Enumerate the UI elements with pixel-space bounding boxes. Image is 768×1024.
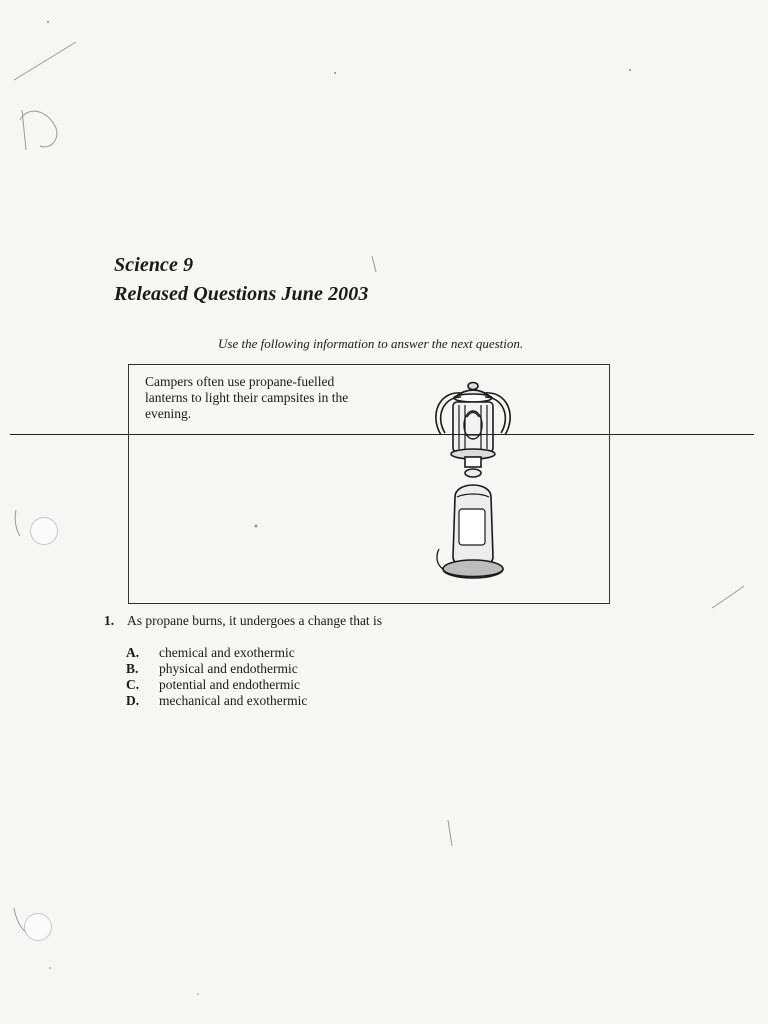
option-text: chemical and exothermic bbox=[159, 645, 295, 660]
option-letter: C. bbox=[126, 677, 140, 692]
option-text: mechanical and exothermic bbox=[159, 693, 308, 708]
option-d[interactable] bbox=[126, 693, 307, 709]
option-text: potential and endothermic bbox=[159, 677, 300, 692]
binder-hole-bottom bbox=[24, 913, 52, 941]
option-a[interactable] bbox=[126, 645, 307, 661]
option-c[interactable] bbox=[126, 677, 307, 693]
instruction-text: Use the following information to answer the next question. bbox=[218, 336, 524, 351]
question-1 bbox=[104, 613, 382, 629]
document-title: Science 9 bbox=[114, 254, 194, 276]
option-letter: A. bbox=[126, 645, 140, 660]
option-text: physical and endothermic bbox=[159, 661, 298, 676]
question-number: 1. bbox=[104, 613, 115, 628]
binder-hole-top bbox=[30, 517, 58, 545]
information-text: Campers often use propane-fuelled lanterns to light their campsites in the evening. bbox=[145, 374, 349, 421]
information-box bbox=[128, 364, 610, 604]
scan-fold-line bbox=[10, 434, 754, 435]
option-b[interactable] bbox=[126, 661, 307, 677]
propane-lantern-icon bbox=[425, 377, 521, 587]
option-letter: D. bbox=[126, 693, 140, 708]
question-stem: As propane burns, it undergoes a change that is bbox=[127, 613, 383, 628]
document-subtitle: Released Questions June 2003 bbox=[114, 283, 369, 305]
answer-options bbox=[126, 645, 307, 709]
option-letter: B. bbox=[126, 661, 139, 676]
